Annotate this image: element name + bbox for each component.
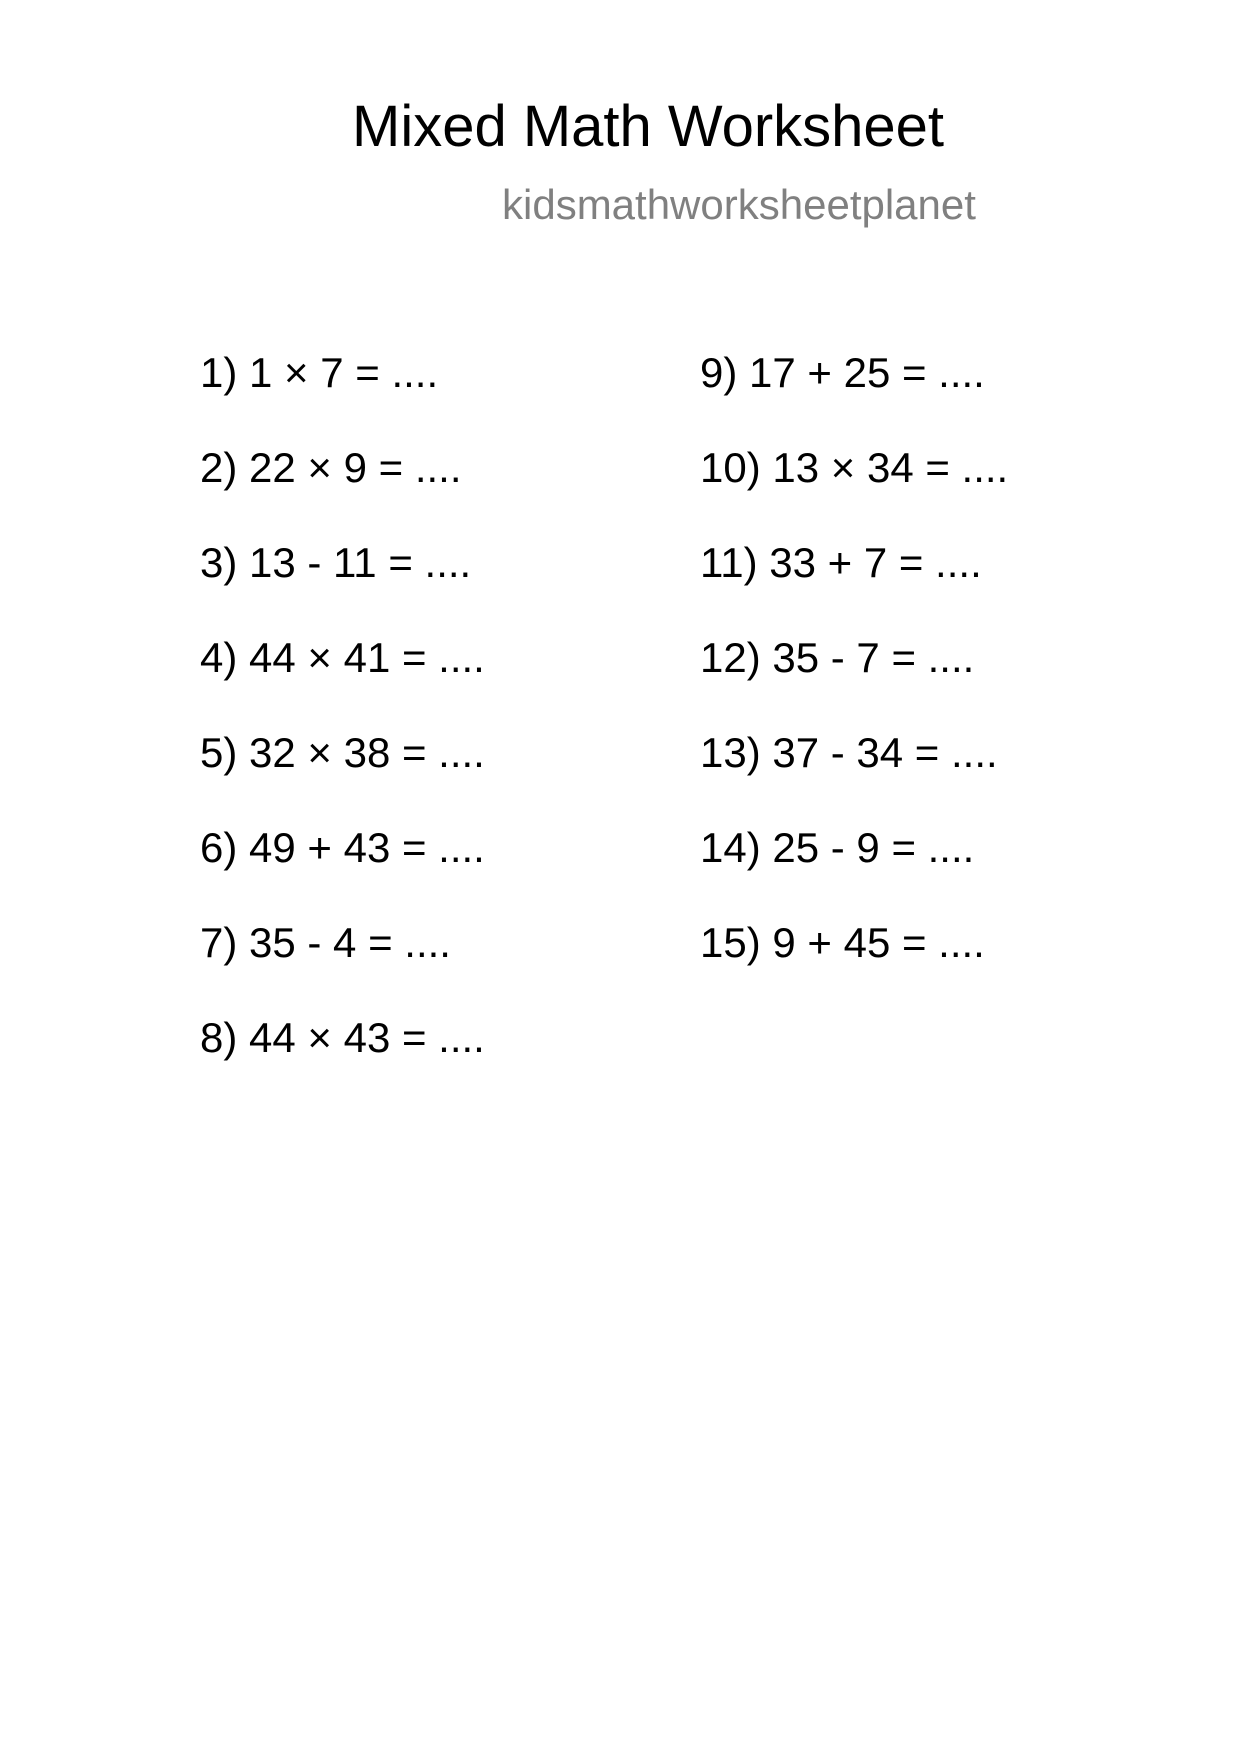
problem-list-right xyxy=(700,349,1009,1017)
problem-item: 3) 13 - 11 = .... xyxy=(200,539,472,586)
problem-item: 1) 1 × 7 = .... xyxy=(200,349,439,396)
problem-item: 9) 17 + 25 = .... xyxy=(700,349,985,396)
problem-item: 2) 22 × 9 = .... xyxy=(200,444,462,491)
problem-item: 12) 35 - 7 = .... xyxy=(700,634,975,681)
problem-item: 14) 25 - 9 = .... xyxy=(700,824,975,871)
problem-item: 10) 13 × 34 = .... xyxy=(700,444,1009,491)
problem-item: 15) 9 + 45 = .... xyxy=(700,919,985,966)
problem-item: 5) 32 × 38 = .... xyxy=(200,729,485,776)
problem-list-left xyxy=(200,349,485,1112)
problem-item: 7) 35 - 4 = .... xyxy=(200,919,451,966)
problem-item: 11) 33 + 7 = .... xyxy=(700,539,982,586)
problem-item: 8) 44 × 43 = .... xyxy=(200,1014,485,1061)
problem-item: 13) 37 - 34 = .... xyxy=(700,729,998,776)
page-title: Mixed Math Worksheet xyxy=(352,94,945,159)
page-subtitle: kidsmathworksheetplanet xyxy=(502,181,976,228)
problem-item: 6) 49 + 43 = .... xyxy=(200,824,485,871)
problem-item: 4) 44 × 41 = .... xyxy=(200,634,485,681)
